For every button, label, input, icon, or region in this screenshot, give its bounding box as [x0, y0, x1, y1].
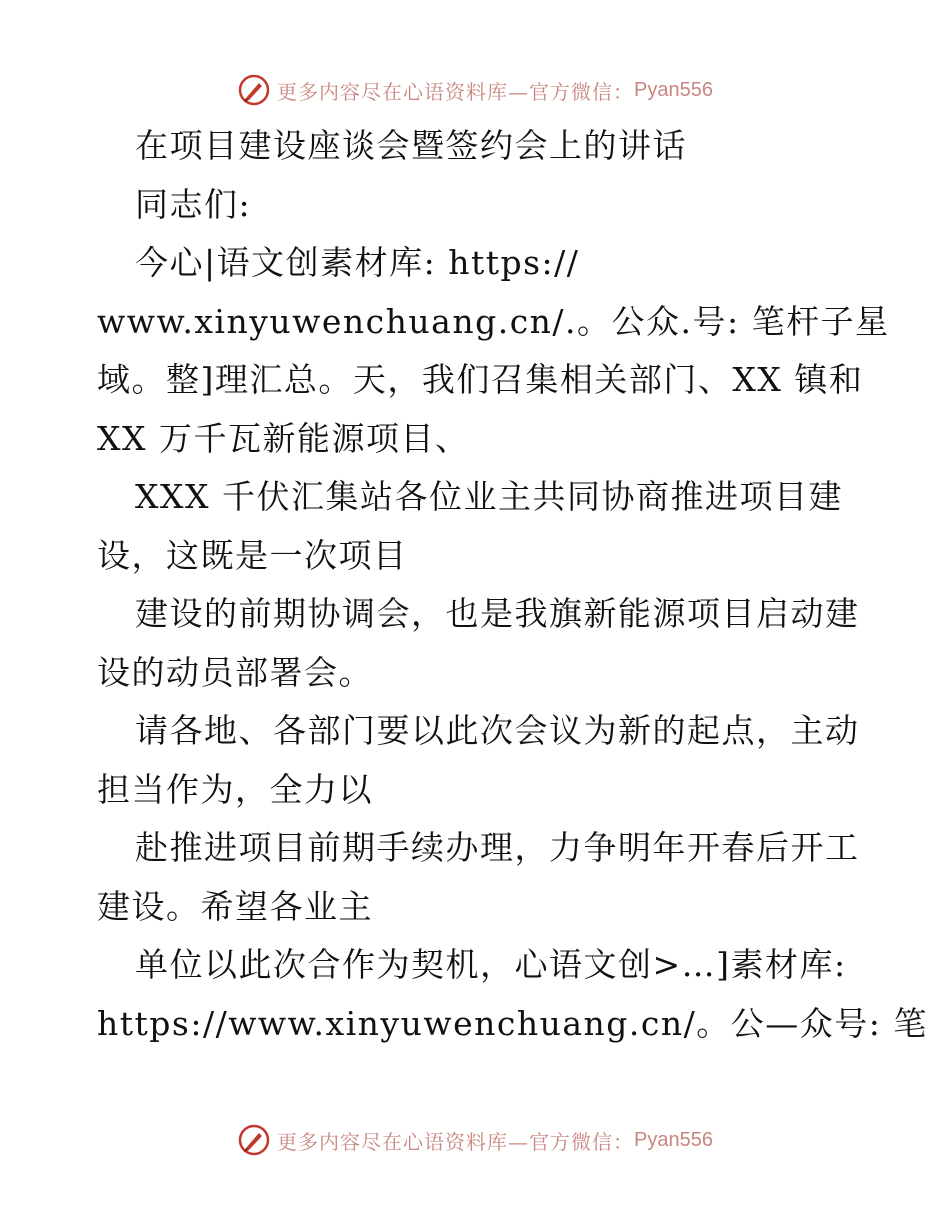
- body-line: https://www.xinyuwenchuang.cn/。公—众号: 笔: [97, 1003, 928, 1043]
- document-body: [97, 117, 928, 1053]
- body-line: 设，这既是一次项目: [97, 535, 408, 575]
- body-line: 单位以此次合作为契机，心语文创>…]素材库:: [135, 945, 847, 984]
- header-banner-id: Pyan556: [634, 78, 713, 101]
- body-line: 今心|语文创素材库: https://: [135, 243, 580, 282]
- pen-logo-icon: [237, 1123, 271, 1157]
- footer-banner-text: 更多内容尽在心语资料库—官方微信：: [277, 1129, 635, 1154]
- body-line: XX 万千瓦新能源项目、: [97, 418, 470, 458]
- salutation: 同志们:: [135, 184, 252, 224]
- body-line: 建设的前期协调会，也是我旗新能源项目启动建: [135, 594, 860, 633]
- body-line: 赴推进项目前期手续办理，力争明年开春后开工: [135, 828, 860, 867]
- body-line: 请各地、各部门要以此次会议为新的起点，主动: [135, 711, 860, 750]
- body-line: 建设。希望各业主: [97, 886, 373, 926]
- header-banner: [0, 70, 950, 110]
- footer-banner: [0, 1120, 950, 1160]
- document-title: 在项目建设座谈会暨签约会上的讲话: [135, 126, 687, 165]
- header-banner-text: 更多内容尽在心语资料库—官方微信：: [277, 79, 635, 104]
- body-line: www.xinyuwenchuang.cn/.。公众.号: 笔杆子星: [97, 301, 890, 341]
- body-line: 域。整]理汇总。天，我们召集相关部门、XX 镇和: [97, 360, 864, 399]
- body-line: XXX 千伏汇集站各位业主共同协商推进项目建: [135, 477, 843, 516]
- footer-banner-id: Pyan556: [634, 1128, 713, 1151]
- body-line: 设的动员部署会。: [97, 652, 373, 692]
- pen-logo-icon: [237, 73, 271, 107]
- body-line: 担当作为，全力以: [97, 769, 373, 809]
